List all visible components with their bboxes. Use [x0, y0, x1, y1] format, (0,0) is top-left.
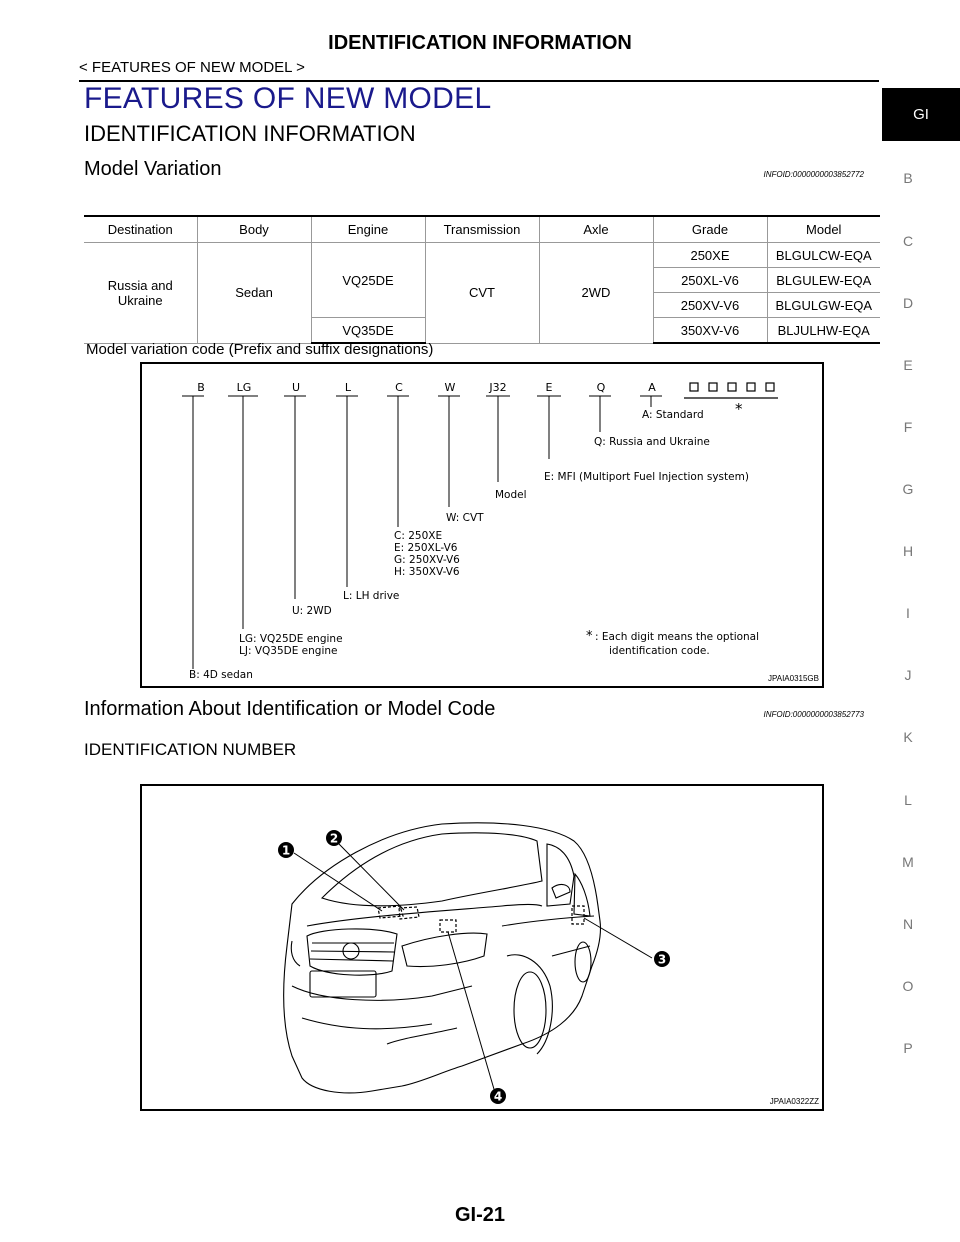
callout-4: 4 — [493, 1089, 503, 1104]
label-u-2wd: U: 2WD — [292, 605, 332, 617]
tab-g[interactable]: G — [902, 481, 914, 497]
table-row — [84, 243, 880, 268]
figure1-id: JPAIA0315GB — [768, 674, 819, 683]
code-letter-j32: J32 — [489, 381, 507, 394]
label-g-250xv: G: 250XV-V6 — [394, 554, 460, 566]
running-header-breadcrumb: < FEATURES OF NEW MODEL > — [79, 59, 305, 76]
label-b-sedan: B: 4D sedan — [189, 669, 253, 681]
tab-m[interactable]: M — [902, 854, 914, 870]
identification-info-infoid: INFOID:0000000003852773 — [763, 710, 864, 719]
code-letter-b: B — [197, 381, 205, 394]
cell-transmission: CVT — [425, 243, 539, 344]
note-line1: : Each digit means the optional — [595, 631, 760, 643]
running-header-title: IDENTIFICATION INFORMATION — [328, 32, 632, 54]
page-number: GI-21 — [454, 1204, 506, 1226]
tab-p[interactable]: P — [903, 1040, 913, 1056]
tab-d[interactable]: D — [902, 295, 914, 311]
model-variation-table — [84, 215, 880, 344]
cell-engine-vq35de: VQ35DE — [311, 318, 425, 344]
tab-j[interactable]: J — [904, 667, 912, 683]
vehicle-id-location-figure — [140, 784, 824, 1111]
callout-3: 3 — [657, 952, 667, 967]
code-letter-lg: LG — [236, 381, 252, 394]
code-letter-c: C — [395, 381, 403, 394]
cell-grade: 350XV-V6 — [653, 318, 767, 344]
cell-engine-vq25de: VQ25DE — [311, 243, 425, 318]
variation-code-caption: Model variation code (Prefix and suffix designations) — [86, 341, 434, 358]
code-letter-q: Q — [596, 381, 606, 394]
label-a-standard: A: Standard — [642, 409, 704, 421]
tab-gi-active[interactable]: GI — [882, 88, 960, 141]
label-w-cvt: W: CVT — [446, 512, 484, 524]
tab-c[interactable]: C — [902, 233, 914, 249]
label-c-250xe: C: 250XE — [394, 530, 443, 542]
cell-grade: 250XL-V6 — [653, 268, 767, 293]
callout-2: 2 — [329, 831, 339, 846]
cell-destination: Russia and Ukraine — [84, 243, 197, 344]
tab-h[interactable]: H — [902, 543, 914, 559]
cell-model: BLGULCW-EQA — [767, 243, 880, 268]
code-letter-u: U — [291, 381, 301, 394]
note-star: * — [586, 629, 593, 644]
code-letter-e: E — [545, 381, 553, 394]
tab-o[interactable]: O — [902, 978, 914, 994]
label-lj-engine: LJ: VQ35DE engine — [239, 645, 338, 657]
col-body: Body — [197, 216, 311, 243]
tab-e[interactable]: E — [903, 357, 913, 373]
tab-i[interactable]: I — [906, 605, 910, 621]
code-letter-l: L — [344, 381, 352, 394]
tab-k[interactable]: K — [903, 729, 913, 745]
col-engine: Engine — [311, 216, 425, 243]
label-model: Model — [495, 489, 527, 501]
label-e-250xl: E: 250XL-V6 — [394, 542, 458, 554]
model-variation-heading: Model Variation — [84, 158, 222, 180]
model-variation-infoid: INFOID:0000000003852772 — [763, 170, 864, 179]
callout-1: 1 — [281, 843, 291, 858]
tab-l[interactable]: L — [904, 792, 912, 808]
chapter-title: FEATURES OF NEW MODEL — [84, 82, 492, 115]
cell-model: BLGULEW-EQA — [767, 268, 880, 293]
label-star: * — [735, 400, 743, 418]
label-h-350xv: H: 350XV-V6 — [394, 566, 460, 578]
identification-number-heading: IDENTIFICATION NUMBER — [84, 740, 297, 759]
tab-n[interactable]: N — [902, 916, 914, 932]
car-illustration — [142, 786, 822, 1109]
cell-model: BLGULGW-EQA — [767, 293, 880, 318]
cell-body: Sedan — [197, 243, 311, 344]
note-line2: identification code. — [609, 645, 710, 657]
cell-axle: 2WD — [539, 243, 653, 344]
table-header-row — [84, 216, 880, 243]
code-letter-w: W — [444, 381, 456, 394]
identification-info-heading: Information About Identification or Model Code — [84, 698, 496, 720]
section-title: IDENTIFICATION INFORMATION — [84, 121, 416, 146]
tab-b[interactable]: B — [903, 170, 913, 186]
callout-leaders — [294, 844, 652, 1096]
col-model: Model — [767, 216, 880, 243]
col-transmission: Transmission — [425, 216, 539, 243]
tab-f[interactable]: F — [903, 419, 913, 435]
figure2-id: JPAIA0322ZZ — [769, 1097, 819, 1106]
label-e-mfi: E: MFI (Multiport Fuel Injection system) — [544, 471, 749, 483]
cell-grade: 250XV-V6 — [653, 293, 767, 318]
label-l-lh-drive: L: LH drive — [343, 590, 400, 602]
label-q-destination: Q: Russia and Ukraine — [594, 436, 710, 448]
col-grade: Grade — [653, 216, 767, 243]
cell-grade: 250XE — [653, 243, 767, 268]
col-axle: Axle — [539, 216, 653, 243]
code-letter-a: A — [648, 381, 656, 394]
optional-digit-boxes — [684, 383, 778, 398]
cell-model: BLJULHW-EQA — [767, 318, 880, 344]
model-code-diagram — [140, 362, 824, 688]
col-destination: Destination — [84, 216, 197, 243]
label-lg-engine: LG: VQ25DE engine — [239, 633, 343, 645]
